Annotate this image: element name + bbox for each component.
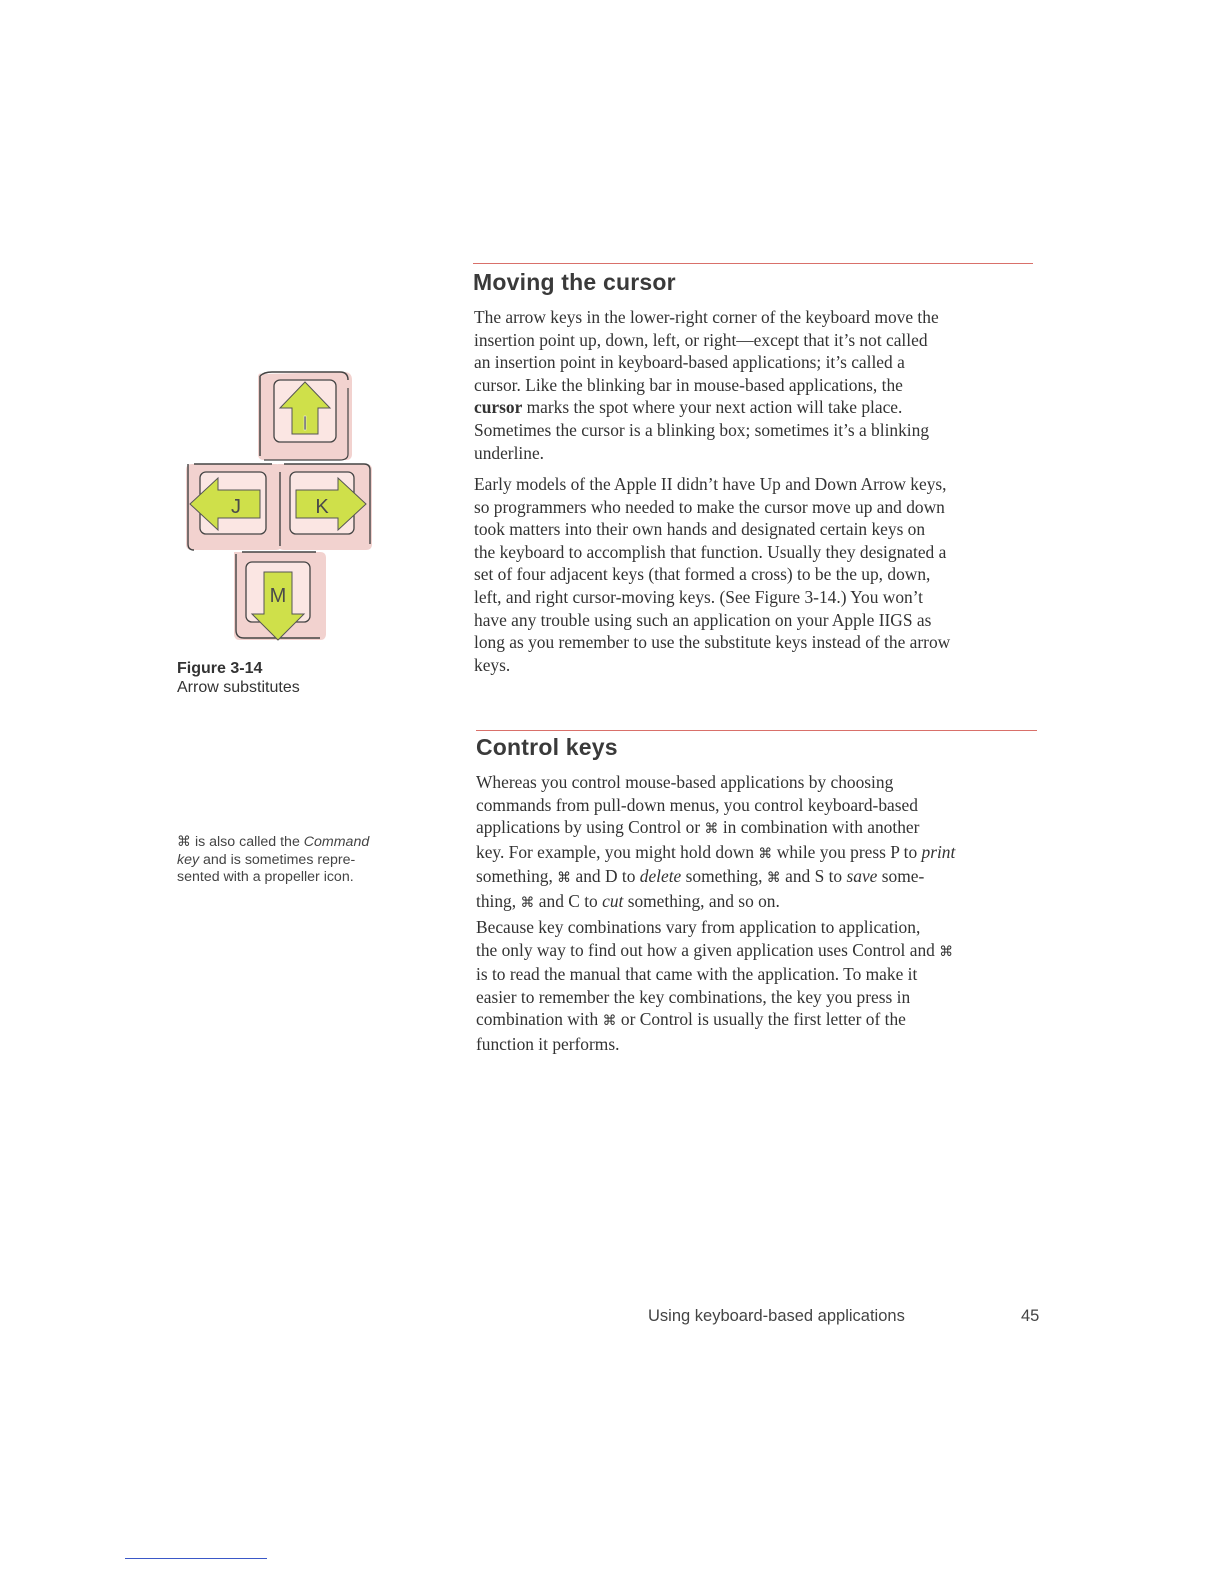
- text-fragment: something, and so on.: [623, 890, 780, 911]
- text-line: easier to remember the key combinations, the key you press in: [476, 986, 911, 1007]
- key-label-i: I: [302, 413, 308, 435]
- section-rule-control: [476, 730, 1037, 731]
- text-line: long as you remember to use the substitute keys instead of the arrow: [474, 632, 951, 653]
- italic-term: save: [846, 866, 878, 887]
- text-line: function it performs.: [476, 1033, 620, 1054]
- figure-caption: [177, 659, 300, 697]
- text-fragment: is also called the: [191, 834, 304, 850]
- command-key-icon: ⌘: [939, 943, 954, 960]
- key-left-j: [186, 464, 282, 550]
- text-line: so programmers who needed to make the cursor move up and down: [474, 496, 945, 517]
- key-label-k: K: [315, 496, 329, 518]
- command-key-icon: ⌘: [758, 845, 773, 862]
- figure-title: Arrow substitutes: [177, 679, 300, 696]
- text-line: [476, 939, 953, 964]
- text-fragment: key. For example, you might hold down: [476, 841, 759, 862]
- command-key-icon: ⌘: [766, 870, 781, 887]
- text-fragment: some-: [877, 866, 925, 887]
- margin-note-command-key: [177, 834, 417, 887]
- figure-number: Figure 3-14: [177, 660, 263, 677]
- text-line: [177, 834, 417, 852]
- text-fragment: and S to: [780, 866, 847, 887]
- text-line: commands from pull-down menus, you control keyboard-based: [476, 794, 918, 815]
- paragraph-control-keys-2: [476, 916, 953, 1056]
- text-line: sented with a propeller icon.: [177, 869, 354, 885]
- figure-arrow-substitutes: [180, 368, 380, 648]
- text-line: Because key combinations vary from application to application,: [476, 917, 921, 937]
- running-footer-title: Using keyboard-based applications: [648, 1307, 905, 1325]
- text-line: [474, 396, 939, 419]
- text-line: keys.: [474, 654, 511, 675]
- paragraph-control-keys-1: [476, 771, 955, 915]
- italic-term: key: [177, 851, 200, 868]
- text-fragment: applications by using Control or: [476, 817, 705, 838]
- text-line: Sometimes the cursor is a blinking box; sometimes it’s a blinking: [474, 419, 930, 440]
- text-fragment: or Control is usually the first letter of the: [616, 1009, 906, 1030]
- underline-link: [125, 1558, 267, 1559]
- command-key-icon: ⌘: [557, 870, 572, 887]
- key-down-m: [234, 552, 326, 640]
- text-line: the keyboard to accomplish that function. Usually they designated a: [474, 541, 947, 562]
- key-label-j: J: [231, 496, 241, 518]
- text-line: insertion point up, down, left, or right—except that it’s not called: [474, 329, 928, 350]
- command-key-icon: ⌘: [177, 834, 191, 850]
- text-line: set of four adjacent keys (that formed a cross) to be the up, down,: [474, 564, 931, 585]
- italic-term: delete: [639, 866, 682, 887]
- paragraph-moving-cursor-2: [474, 473, 950, 676]
- text-fragment: combination with: [476, 1009, 603, 1030]
- text-line: The arrow keys in the lower-right corner of the keyboard move the: [474, 307, 939, 327]
- section-rule-top: [473, 263, 1033, 264]
- text-fragment: while you press P to: [772, 841, 922, 862]
- text-line: left, and right cursor-moving keys. (See Figure 3-14.) You won’t: [474, 586, 924, 607]
- key-up-i: [258, 372, 352, 460]
- command-key-icon: ⌘: [602, 1013, 617, 1030]
- text-line: [177, 852, 417, 870]
- text-line: [476, 841, 955, 866]
- text-line: is to read the manual that came with the application. To make it: [476, 964, 918, 985]
- italic-term: print: [921, 841, 956, 862]
- heading-control-keys: Control keys: [476, 734, 618, 760]
- text-line: [476, 865, 955, 890]
- heading-moving-cursor: Moving the cursor: [473, 269, 676, 295]
- text-line: an insertion point in keyboard-based applications; it’s called a: [474, 352, 905, 373]
- page-number: 45: [1021, 1307, 1040, 1325]
- text-fragment: thing,: [476, 890, 521, 911]
- text-line: Early models of the Apple II didn’t have Up and Down Arrow keys,: [474, 474, 947, 494]
- text-fragment: marks the spot where your next action will take place.: [522, 397, 903, 418]
- text-line: underline.: [474, 442, 545, 463]
- text-fragment: something,: [476, 866, 558, 887]
- arrow-keys-illustration: [180, 368, 380, 648]
- paragraph-moving-cursor-1: [474, 306, 939, 464]
- italic-term: Command: [303, 834, 370, 850]
- text-fragment: something,: [681, 866, 767, 887]
- text-line: [476, 816, 955, 841]
- text-line: [476, 890, 955, 915]
- bold-term-cursor: cursor: [474, 397, 523, 418]
- key-label-m: M: [269, 585, 287, 607]
- key-right-k: [278, 464, 372, 550]
- text-line: Whereas you control mouse-based applications by choosing: [476, 772, 894, 792]
- text-line: [476, 1008, 953, 1033]
- text-fragment: and is sometimes repre-: [199, 851, 356, 868]
- text-fragment: in combination with another: [718, 817, 920, 838]
- text-line: cursor. Like the blinking bar in mouse-based applications, the: [474, 374, 903, 395]
- text-line: took matters into their own hands and designated certain keys on: [474, 519, 926, 540]
- text-fragment: the only way to find out how a given application uses Control and: [476, 939, 940, 960]
- text-fragment: and C to: [534, 890, 603, 911]
- command-key-icon: ⌘: [704, 821, 719, 838]
- command-key-icon: ⌘: [520, 894, 535, 911]
- text-line: have any trouble using such an application on your Apple IIGS as: [474, 609, 932, 630]
- text-fragment: and D to: [571, 866, 640, 887]
- italic-term: cut: [602, 890, 624, 911]
